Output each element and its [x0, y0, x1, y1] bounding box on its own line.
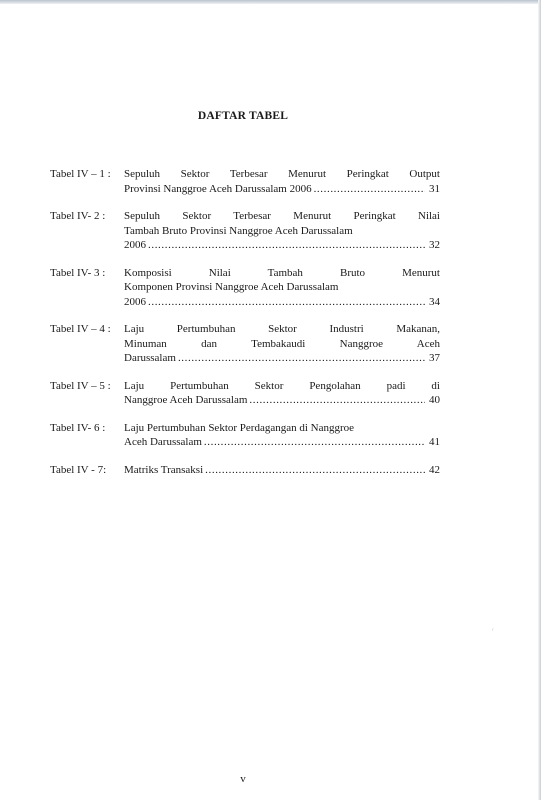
table-list [50, 167, 440, 490]
entry-text-line: Komponen Provinsi Nanggroe Aceh Darussalam [124, 281, 339, 293]
entry-last-line [124, 182, 440, 197]
page-title: DAFTAR TABEL [197, 110, 289, 122]
entry-last-line [124, 295, 440, 310]
table-entry-body [124, 167, 440, 196]
entry-text-line: Matriks Transaksi [124, 463, 204, 476]
entry-last-line [124, 238, 440, 253]
table-label: Tabel IV – 1 : [50, 168, 111, 180]
table-entry [50, 463, 440, 478]
entry-text-line: Sepuluh Sektor Terbesar Menurut Peringkat Nilai [124, 210, 440, 222]
entry-text-line: Sepuluh Sektor Terbesar Menurut Peringkat Output [124, 168, 440, 180]
entry-last-line [124, 463, 440, 478]
table-entry-body [124, 209, 440, 253]
table-entry [50, 266, 440, 310]
dot-leader [249, 393, 425, 408]
dot-leader [314, 182, 425, 197]
dot-leader [204, 435, 425, 450]
dot-leader [148, 238, 425, 253]
entry-text-line: Provinsi Nanggroe Aceh Darussalam 2006 [124, 182, 312, 195]
scan-edge-top [0, 0, 541, 4]
table-label: Tabel IV – 5 : [50, 379, 111, 392]
entry-text-line: Laju Pertumbuhan Sektor Industri Makanan, [124, 323, 440, 335]
entry-last-line [124, 435, 440, 450]
table-entry [50, 322, 440, 366]
entry-text-line: 2006 [124, 295, 146, 308]
page-number: 37 [429, 352, 440, 364]
dot-leader [178, 351, 425, 366]
table-entry [50, 167, 440, 196]
table-entry [50, 421, 440, 450]
entry-text-line: Aceh Darussalam [124, 436, 202, 448]
entry-last-line [124, 393, 440, 408]
page-number: 31 [429, 182, 440, 195]
entry-text-line: Minuman dan Tembakaudi Nanggroe Aceh [124, 337, 440, 350]
scan-speck: ʳ [492, 626, 494, 635]
dot-leader [148, 295, 425, 310]
table-entry-body [124, 266, 440, 310]
entry-text-line: Darussalam [124, 352, 176, 364]
table-entry-body [124, 322, 440, 366]
entry-text-line: Nanggroe Aceh Darussalam [124, 394, 248, 406]
entry-text-line: Komposisi Nilai Tambah Bruto Menurut [124, 266, 440, 279]
entry-text-line: 2006 [124, 239, 146, 251]
page-number: 41 [429, 436, 440, 448]
page-number: 42 [429, 463, 440, 476]
entry-text-line: Laju Pertumbuhan Sektor Pengolahan padi di [124, 379, 440, 392]
table-label: Tabel IV- 6 : [50, 421, 106, 434]
page-number: 34 [429, 295, 440, 308]
page-number: 32 [429, 239, 440, 251]
table-label: Tabel IV- 2 : [50, 210, 106, 222]
table-entry-body [124, 421, 440, 450]
table-entry [50, 379, 440, 408]
table-entry-body [124, 463, 440, 478]
table-label: Tabel IV – 4 : [50, 323, 111, 335]
entry-last-line [124, 351, 440, 366]
table-label: Tabel IV - 7: [50, 463, 107, 476]
entry-text-line: Laju Pertumbuhan Sektor Perdagangan di Nanggroe [124, 421, 355, 434]
dot-leader [205, 463, 425, 478]
table-entry [50, 209, 440, 253]
table-entry-body [124, 379, 440, 408]
table-label: Tabel IV- 3 : [50, 266, 106, 279]
entry-text-line: Tambah Bruto Provinsi Nanggroe Aceh Darussalam [124, 224, 353, 237]
page-number: 40 [429, 394, 440, 406]
page-footer-number: v [240, 773, 246, 785]
